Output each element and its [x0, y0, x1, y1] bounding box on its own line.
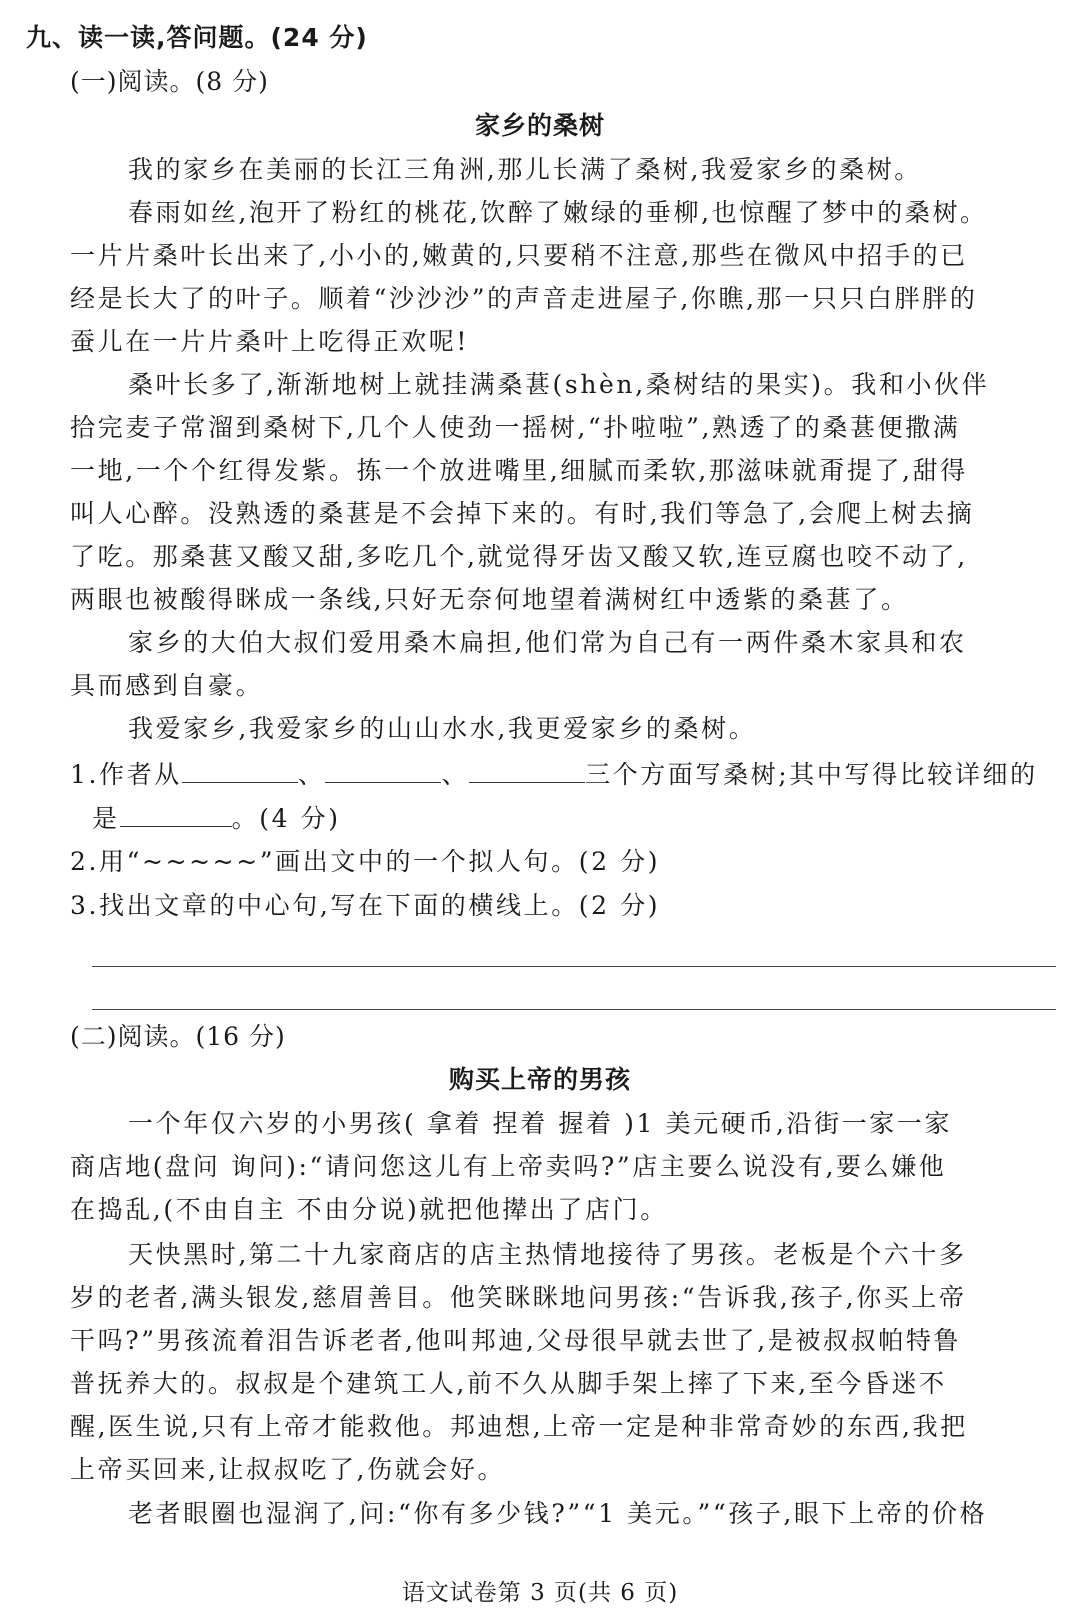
passage-line: 两眼也被酸得眯成一条线,只好无奈何地望着满树红中透紫的桑葚了。	[70, 585, 909, 614]
section-title: 九、读一读,答问题。(24 分)	[26, 23, 368, 52]
passage-line: 老者眼圈也湿润了,问:“你有多少钱?”“1 美元。”“孩子,眼下上帝的价格	[128, 1499, 988, 1528]
passage-line: 上帝买回来,让叔叔吃了,伤就会好。	[70, 1455, 506, 1484]
passage-line: 一片片桑叶长出来了,小小的,嫩黄的,只要稍不注意,那些在微风中招手的已	[70, 241, 968, 270]
question-2: 2.用“~~~~~”画出文中的一个拟人句。(2 分)	[70, 847, 661, 876]
passage-line: 一地,一个个红得发紫。拣一个放进嘴里,细腻而柔软,那滋味就甭提了,甜得	[70, 456, 968, 485]
part1-article-title: 家乡的桑树	[474, 111, 605, 140]
passage-line: 干吗?”男孩流着泪告诉老者,他叫邦迪,父母很早就去世了,是被叔叔帕特鲁	[70, 1326, 962, 1355]
passage-line: 家乡的大伯大叔们爱用桑木扁担,他们常为自己有一两件桑木家具和农	[128, 628, 967, 657]
passage-line: 我爱家乡,我爱家乡的山山水水,我更爱家乡的桑树。	[128, 714, 757, 743]
passage-line: 天快黑时,第二十九家商店的店主热情地接待了男孩。老板是个六十多	[128, 1240, 967, 1269]
page-footer: 语文试卷第 3 页(共 6 页)	[401, 1580, 679, 1606]
q1-line2-prefix: 是	[92, 804, 120, 833]
q1-prefix: 1.作者从	[70, 760, 182, 789]
q1-mid: 三个方面写桑树;其中写得比较详细的	[585, 760, 1038, 789]
q1-blank-2[interactable]	[325, 752, 441, 783]
answer-line-2[interactable]	[92, 1009, 1056, 1010]
q1-line2-suffix: 。(4 分)	[231, 804, 341, 833]
q1-blank-3[interactable]	[469, 752, 585, 783]
part2-heading: (二)阅读。(16 分)	[70, 1022, 286, 1051]
passage-line: 醒,医生说,只有上帝才能救他。邦迪想,上帝一定是种非常奇妙的东西,我把	[70, 1412, 968, 1441]
passage-line: 岁的老者,满头银发,慈眉善目。他笑眯眯地问男孩:“告诉我,孩子,你买上帝	[70, 1283, 967, 1312]
passage-line: 桑叶长多了,渐渐地树上就挂满桑葚(shèn,桑树结的果实)。我和小伙伴	[128, 370, 990, 399]
q1-blank-1[interactable]	[182, 752, 298, 783]
passage-line: 商店地(盘问 询问):“请问您这儿有上帝卖吗?”店主要么说没有,要么嫌他	[70, 1152, 947, 1181]
passage-line: 春雨如丝,泡开了粉红的桃花,饮醉了嫩绿的垂柳,也惊醒了梦中的桑树。	[128, 198, 988, 227]
passage-line: 叫人心醉。没熟透的桑葚是不会掉下来的。有时,我们等急了,会爬上树去摘	[70, 499, 975, 528]
part1-heading: (一)阅读。(8 分)	[70, 67, 269, 96]
q1-sep-2: 、	[441, 760, 470, 789]
question-1	[70, 752, 1060, 797]
q1-blank-4[interactable]	[120, 796, 232, 827]
answer-line-1[interactable]	[92, 966, 1056, 967]
passage-line: 在捣乱,(不由自主 不由分说)就把他撵出了店门。	[70, 1195, 668, 1224]
passage-line: 普抚养大的。叔叔是个建筑工人,前不久从脚手架上摔了下来,至今昏迷不	[70, 1369, 947, 1398]
q1-sep-1: 、	[297, 760, 326, 789]
passage-line: 拾完麦子常溜到桑树下,几个人使劲一摇树,“扑啦啦”,熟透了的桑葚便撒满	[70, 413, 961, 442]
question-3: 3.找出文章的中心句,写在下面的横线上。(2 分)	[70, 891, 661, 920]
passage-line: 具而感到自豪。	[70, 671, 264, 700]
passage-line: 蚕儿在一片片桑叶上吃得正欢呢!	[70, 327, 470, 356]
passage-line: 了吃。那桑葚又酸又甜,多吃几个,就觉得牙齿又酸又软,连豆腐也咬不动了,	[70, 542, 968, 571]
part2-article-title: 购买上帝的男孩	[448, 1065, 631, 1094]
passage-line: 一个年仅六岁的小男孩( 拿着 捏着 握着 )1 美元硬币,沿街一家一家	[128, 1109, 953, 1138]
question-1-cont	[92, 796, 1060, 841]
passage-line: 经是长大了的叶子。顺着“沙沙沙”的声音走进屋子,你瞧,那一只只白胖胖的	[70, 284, 978, 313]
passage-line: 我的家乡在美丽的长江三角洲,那儿长满了桑树,我爱家乡的桑树。	[128, 155, 922, 184]
